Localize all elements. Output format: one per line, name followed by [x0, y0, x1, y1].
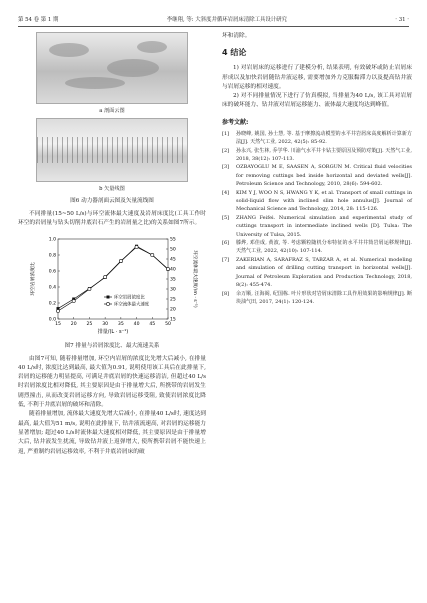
legend-label: 环空岩屑浓度比 — [114, 295, 145, 301]
figure6b-vector-image — [36, 118, 188, 182]
left-column — [18, 32, 206, 457]
reference-item: [4] KIM Y J, WOO N S, HWANG Y K, et al. Transport of small cuttings in solid-liquid flow with inclined slim hole annulus[J]. Journal of Mechanical Science and Technology, 2014, 28: 115-126. — [222, 189, 412, 213]
figure6a-subcaption: a 剖面云图 — [99, 108, 125, 114]
series-point-2 — [88, 287, 91, 290]
y-right-tick-label: 35 — [170, 277, 176, 283]
header-volume: 第 54 卷 第 1 期 — [18, 17, 59, 23]
y-right-tick-label: 55 — [170, 237, 176, 243]
references-title: 参考文献: — [222, 118, 249, 126]
legend-label: 环空流体最大速度 — [114, 302, 150, 308]
y-left-axis-label: 环空岩屑浓度比 — [31, 261, 36, 296]
series-point-2 — [119, 259, 122, 262]
figure6b-subcaption: b 矢量线图 — [99, 186, 125, 192]
series-point-2 — [166, 267, 169, 270]
x-tick-label: 20 — [70, 321, 77, 327]
y-right-tick-label: 30 — [170, 287, 176, 293]
y-left-tick-label: 1.0 — [48, 237, 56, 243]
legend-marker — [106, 302, 109, 305]
x-axis-label: 排量/(L · s⁻¹) — [97, 328, 129, 335]
reference-item: [1] 孙晓峰, 姚国, 孙士慧, 等. 基于摩擦流动模型的水平井岩屑床高度解析计算新方法[J]. 天然气工业, 2022, 42(5): 85-92. — [222, 130, 412, 146]
reference-item: [8] 余万顺, 汪海阁, 纪国栋. 叶片形状对岩屑床清除工具作用效果的影响规律[J]. 断块油气田, 2017, 24(1): 120-124. — [222, 290, 412, 305]
series-point-2 — [56, 309, 59, 312]
y-right-tick-label: 40 — [170, 267, 176, 273]
conclusion-1: 1) 对岩屑床的运移进行了建模分析, 结果表明, 有效破坏或防止岩屑床形成以及加快岩屑随钻井液运移, 需要增加外力克服黏滞力以及提高钻井液与岩屑运移的相对速度。 — [222, 65, 412, 90]
conclusion-2: 2) 对不同排量情况下进行了仿真模拟, 当排量为40 L/s, 该工具对岩屑床的破坏能力、钻井液对岩屑运移能力、流体最大速度均达到峰值。 — [222, 93, 412, 109]
left-paragraph-1: 不同排量(15~50 L/s)与环空流体最大速度及岩屑床度比(工具工作时环空的岩屑量与钻头切削井底岩石产生的岩屑量之比)的关系如图7所示。 — [18, 211, 206, 227]
y-right-tick-label: 20 — [170, 307, 176, 313]
reference-item: [2] 孙永兴, 张生林, 乔学华. 川渝气水平井卡钻主要原因及预防对策[J]. 天然气工业, 2018, 38(12): 107-113. — [222, 147, 412, 162]
series-point-2 — [104, 275, 107, 278]
left-paragraph-3: 随着排量增加, 流体最大速度先增大后减小, 在排量40 L/s时, 速度达到最高, 最大值为51 m/s, 说明在此排量下, 钻井液流速高, 对岩屑的运移能力显著增加; 超过40 L/s时流体最大速度相对降低, 其主要原因是由于排量增大后, 钻井液发生扰流, 导致钻井液上返弹增大, 使所携带岩屑不能快速上返, 严重制约岩屑运移效率, 不利于井底岩屑床的破 — [18, 411, 206, 455]
right-column — [222, 32, 412, 306]
figure6-caption: 图6 动力器剖面云图及矢量流线图 — [70, 198, 154, 204]
header-page-number: · 31 · — [395, 17, 409, 23]
reference-item: [3] OZBAYOGLU M E, SAASEN A, SORGUN M. Critical fluid velocities for removing cuttings bed inside horizontal and deviated wells[J]. Petroleum Science and Technology, 2010, 28(6): 594-602. — [222, 164, 412, 188]
x-tick-label: 45 — [149, 321, 156, 327]
y-left-tick-label: 0.8 — [48, 253, 56, 259]
figure7-svg — [18, 233, 206, 339]
plot-frame — [58, 239, 168, 319]
y-right-tick-label: 50 — [170, 247, 176, 253]
y-right-tick-label: 45 — [170, 257, 176, 263]
x-tick-label: 40 — [133, 321, 140, 327]
reference-list — [222, 130, 412, 307]
y-right-tick-label: 15 — [170, 317, 176, 323]
x-tick-label: 25 — [86, 321, 93, 327]
right-continuation: 坏和清除。 — [222, 33, 251, 39]
left-paragraph-2: 由图7可知, 随着排量增加, 环空内岩屑的浓度比先增大后减小, 在排量40 L/s时, 浓度比达到最高, 最大值为0.91, 说明使用该工具后在此排量下, 岩屑的运移能力明显提高, 可满足井底岩屑的快速运移清洁, 但超过40 L/s时岩屑浓度比相对降低, 其主要原因是由于排量增大后, 所携带的岩屑发生剧烈撞击, 从而改变岩屑运移方向, 导致岩屑运移受阻, 致使岩屑浓度比降低, 不利于井底岩屑的破坏和清除。 — [18, 355, 206, 409]
reference-item: [7] ZAKERIAN A, SARAFRAZ S, TABZAR A, et al. Numerical modeling and simulation of drilling cutting transport in horizontal wells[J]. Journal of Petroleum Exploration and Production Technology, 2018, 8(2): 455-474. — [222, 256, 412, 289]
y-left-tick-label: 0.0 — [48, 317, 56, 323]
y-left-tick-label: 0.6 — [48, 269, 56, 275]
x-tick-label: 15 — [55, 321, 61, 327]
y-right-axis-label: 环空流体最大速度/(m · s⁻¹) — [192, 249, 197, 308]
figure6a-contour-image — [36, 32, 188, 104]
reference-item: [5] ZHANG Feifei. Numerical simulation and experimental study of cuttings transport in intermediate inclined wells [D]. Tulsa: The University of Tulsa, 2015. — [222, 214, 412, 238]
figure7-caption: 图7 排量与岩屑浓度比、最大流速关系 — [64, 342, 160, 349]
y-right-tick-label: 25 — [170, 297, 176, 303]
figure7-chart — [18, 233, 206, 339]
legend-marker — [107, 295, 110, 298]
y-left-tick-label: 0.4 — [48, 285, 56, 291]
series-point-2 — [72, 299, 75, 302]
reference-item: [6] 滕烨, 邓佳成, 黄波, 等. 考虑颗粒随机分布特征的水平井井筒岩屑运移规律[J]. 天然气工业, 2022, 42(10): 107-114. — [222, 240, 412, 255]
section-4-title: 4 结论 — [222, 48, 247, 58]
running-header — [18, 14, 409, 27]
series-point-2 — [135, 245, 138, 248]
header-title: 李继翔, 等: 大斜度井循环岩屑床清除工具设计研究 — [166, 17, 287, 23]
x-tick-label: 50 — [165, 321, 171, 327]
y-left-tick-label: 0.2 — [48, 301, 56, 307]
x-tick-label: 35 — [117, 321, 124, 327]
series-point-2 — [151, 253, 154, 256]
x-tick-label: 30 — [102, 321, 109, 327]
